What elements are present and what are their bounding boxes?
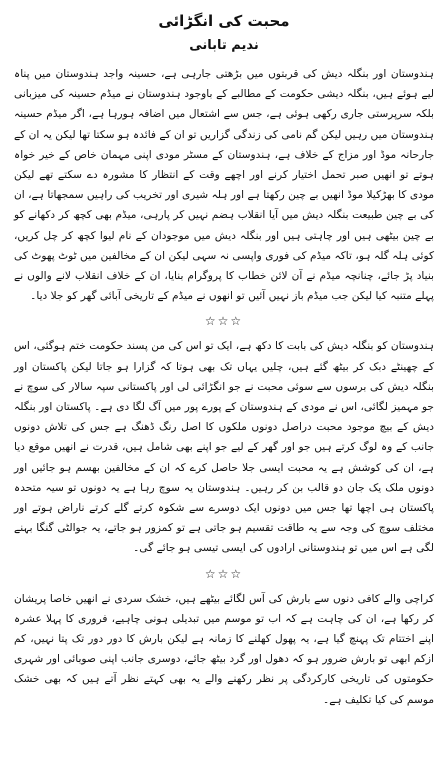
article-paragraph: ہندوستان کو بنگلہ دیش کی بابت کا دکھ ہے، ایک تو اس کی من پسند حکومت ختم ہوگئی، اس کے چھینٹے دبک کر بیٹھ گئے ہیں، چلیں یہاں تک بھی ہوتا کہ گزارا ہو جاتا لیکن پاکستان اور بنگلہ دیش کی برسوں سے سوئی محبت نے جو انگڑائی لی اور پاکستانی سپہ سالار کی سوچ نے جو مہمیز لگائی، اس نے مودی کے ہندوستان کے پورے پور میں آگ لگا دی ہے۔ پاکستان اور بنگلہ دیش کے بیچ موجود محبت دراصل دونوں ملکوں کا اصل رنگ ڈھنگ ہے جس کی تلاش دونوں جانب کے وہ لوگ کرتے ہیں جو اور گھر کے لیے جو اپنے بھی شامل ہیں، قدرت نے انھیں موقع دیا ہے، ان کی کوشش ہے یہ محبت ایسی جلا حاصل کرے کہ ان کے مخالفین بھسم ہو جائیں اور دونوں ملک یک جان دو قالب بن کر رہیں۔ ہندوستان یہ سوچ رہا ہے یہ دونوں تو سیہ متحدہ پاکستان ہی اچھا تھا جس میں دونوں ایک دوسرے سے شکوہ کرتے گلے کرتے ناراض ہوتے اور مختلف سوچ کی وجہ سے یہ طاقت تقسیم ہو جاتی ہے تو کمزور ہو جاتے، یہ جوالٹی گنگا بہنے لگی ہے اس میں تو ہندوستانی ارادوں کی ایسی تیسی ہو جائے گی۔ [14,340,434,555]
section-separator-stars: ☆☆☆ [204,566,244,581]
article-paragraph: ہندوستان اور بنگلہ دیش کی قربتوں میں بڑھتی جارہی ہے، حسینہ واجد ہندوستان میں پناہ لیے ہوئے ہیں، بنگلہ دیشی حکومت کے مطالبے کے باوجود ہندوستان نے میڈم حسینہ کی میزبانی بلکہ سرپرستی جاری رکھی ہوئی ہے، جس سے اشتعال میں اضافہ ہورہا ہے، اگر میڈم حسینہ ہندوستان میں رہیں لیکن گم نامی کی زندگی گزاریں تو ان کے فائدہ ہو سکتا تھا لیکن یہ ان کے جارحانہ موڈ اور مزاج کے خلاف ہے، ہندوستان کے مسٹر مودی اپنی مہمان خاص کے خیر خواہ ہوتے تو انھیں صبر تحمل اختیار کرنے اور اچھے وقت کے انتظار کا مشورہ دے سکتے تھے لیکن مودی کا بھڑکیلا موڈ انھیں بے چین رکھتا ہے اور ہلہ شیری اور تخریب کی راہیں سمجھاتا ہے، ان کی بے چین طبیعت بنگلہ دیش میں آیا انقلاب ہضم نہیں کر پارہی، میڈم بھی کچھ کر دکھانے کو بے چین بیٹھی ہیں اور چاہتی ہیں اور بنگلہ دیش میں موجودان کے نام لیوا کچھ کر چل کریں، کوئی ہلہ گلہ ہو، تاکہ میڈم کی فوری واپسی نہ سہی لیکن ان کے مخالفین میں ٹوٹ پھوٹ کی بنیاد پڑ جائے، چنانچہ میڈم نے آن لائن خطاب کا پروگرام بنایا، ان کے خلاف انقلاب لانے والوں نے پہلے متنبہ کیا لیکن جب میڈم باز نہیں آئیں تو انھوں نے میڈم کے تاریخی آبائی گھر کو جلا دیا۔ [14,68,434,303]
article-paragraph: کراچی والے کافی دنوں سے بارش کی آس لگائے بیٹھے ہیں، خشک سردی نے انھیں خاصا پریشان کر رکھا ہے، ان کی چاہت ہے کہ اب تو موسم میں تبدیلی ہونی چاہیے، فروری کا پہلا عشرہ اپنے اختتام تک پہنچ گیا ہے، یہ پھول کھلنے کا زمانہ ہے لیکن بارش کا دور دور تک پتا نہیں، کم ازکم ابھی تو بارش ضرور ہو کہ دھول اور گرد بیٹھ جائے، دوسری جانب اپنی صوبائی اور شہری حکومتوں کی تاریخی کارکردگی پر نظر رکھنے والے یہ بھی کہتے نظر آتے ہیں کہ بھی خشک موسم کی کیا تکلیف ہے۔ [14,592,434,706]
article-title: محبت کی انگڑائی [158,12,290,30]
author-name: ندیم تابانی [189,38,259,53]
section-separator-stars: ☆☆☆ [204,314,244,329]
